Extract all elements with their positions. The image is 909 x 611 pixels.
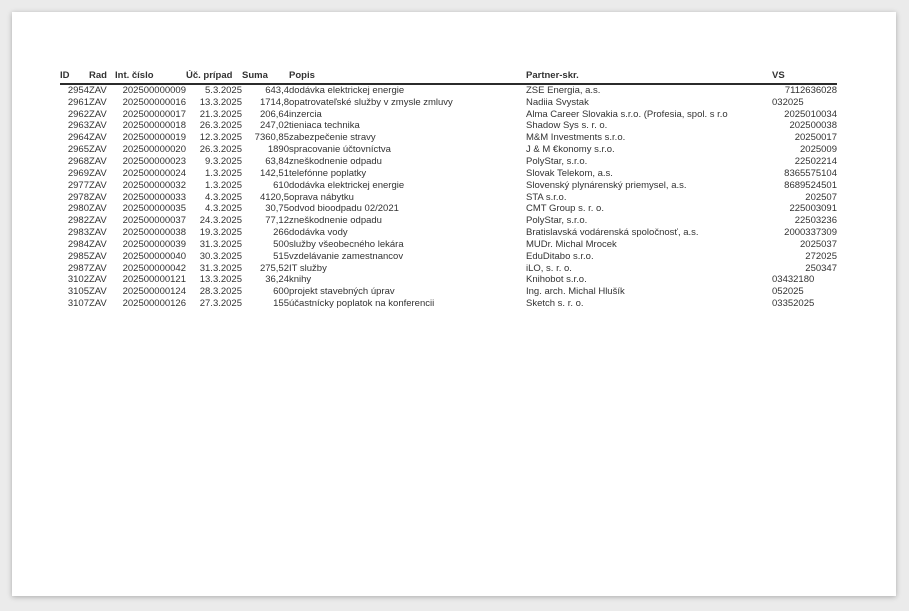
cell-popis: účastnícky poplatok na konferencii [289, 298, 435, 310]
column-header-id: ID [60, 70, 89, 84]
table-row [60, 203, 837, 215]
cell-vs: 7112636028 [784, 84, 837, 96]
cell-suma: 142,51 [259, 167, 289, 179]
cell-id: 2980 [67, 203, 89, 215]
cell-partner: MUDr. Michal Mrocek [526, 238, 617, 250]
table-row [60, 263, 837, 275]
cell-vs: 2025009 [800, 144, 837, 156]
cell-popis: vzdelávanie zamestnancov [289, 250, 404, 262]
cell-vs: 202507 [805, 191, 837, 203]
cell-rad: ZAV [89, 84, 107, 96]
cell-popis: knihy [289, 274, 312, 286]
cell-vs: 2025010034 [784, 108, 837, 120]
cell-suma: 155 [273, 298, 289, 310]
table-body [60, 84, 837, 310]
cell-suma: 77,12 [265, 215, 289, 227]
table-row [60, 239, 837, 251]
cell-uc-pripad: 28.3.2025 [199, 286, 242, 298]
cell-vs: 052025 [772, 286, 804, 298]
cell-partner: Knihobot s.r.o. [526, 274, 587, 286]
cell-int-cislo: 202500000124 [122, 286, 186, 298]
cell-id: 2977 [67, 179, 89, 191]
cell-suma: 7360,85 [254, 132, 289, 144]
cell-partner: J & M €konomy s.r.o. [526, 144, 615, 156]
cell-uc-pripad: 31.3.2025 [199, 238, 242, 250]
cell-id: 2985 [67, 250, 89, 262]
table-row [60, 180, 837, 192]
cell-id: 2982 [67, 215, 89, 227]
cell-uc-pripad: 27.3.2025 [199, 298, 242, 310]
cell-partner: Ing. arch. Michal Hlušík [526, 286, 625, 298]
column-header-vs: VS [772, 70, 837, 84]
column-header-suma: Suma [242, 70, 289, 84]
cell-partner: PolyStar, s.r.o. [526, 155, 588, 167]
cell-suma: 63,84 [265, 155, 289, 167]
table-row [60, 251, 837, 263]
table-header-row [60, 70, 837, 84]
cell-rad: ZAV [89, 227, 107, 239]
cell-id: 2983 [67, 227, 89, 239]
cell-popis: inzercia [289, 108, 322, 120]
cell-suma: 643,4 [265, 84, 289, 96]
cell-uc-pripad: 13.3.2025 [199, 274, 242, 286]
cell-id: 2954 [67, 84, 89, 96]
table-row [60, 298, 837, 310]
cell-id: 3105 [67, 286, 89, 298]
cell-vs: 250347 [805, 262, 837, 274]
cell-uc-pripad: 26.3.2025 [199, 120, 242, 132]
cell-partner: Shadow Sys s. r. o. [526, 120, 608, 132]
cell-rad: ZAV [89, 144, 107, 156]
table-row [60, 227, 837, 239]
cell-vs: 272025 [805, 250, 837, 262]
cell-id: 2963 [67, 120, 89, 132]
cell-id: 2965 [67, 144, 89, 156]
cell-vs: 2000337309 [784, 227, 837, 239]
cell-id: 2978 [67, 191, 89, 203]
cell-popis: zneškodnenie odpadu [289, 155, 382, 167]
table-row [60, 144, 837, 156]
cell-int-cislo: 202500000017 [122, 108, 186, 120]
cell-id: 2964 [67, 132, 89, 144]
cell-id: 2961 [67, 96, 89, 108]
cell-popis: dodávka vody [289, 227, 348, 239]
report-page [12, 12, 896, 596]
table-row [60, 168, 837, 180]
cell-partner: Sketch s. r. o. [526, 298, 584, 310]
cell-partner: EduDitabo s.r.o. [526, 250, 594, 262]
cell-partner: ZSE Energia, a.s. [526, 84, 601, 96]
cell-suma: 206,64 [259, 108, 289, 120]
cell-partner: Nadiia Svystak [526, 96, 589, 108]
cell-popis: spracovanie účtovníctva [289, 144, 391, 156]
cell-vs: 8365575104 [784, 167, 837, 179]
cell-int-cislo: 202500000016 [122, 96, 186, 108]
cell-rad: ZAV [89, 203, 107, 215]
table-row [60, 192, 837, 204]
cell-id: 2968 [67, 155, 89, 167]
cell-int-cislo: 202500000032 [122, 179, 186, 191]
cell-uc-pripad: 24.3.2025 [199, 215, 242, 227]
cell-rad: ZAV [89, 167, 107, 179]
cell-id: 2987 [67, 262, 89, 274]
cell-int-cislo: 202500000020 [122, 144, 186, 156]
cell-popis: oprava nábytku [289, 191, 354, 203]
cell-suma: 1714,8 [259, 96, 289, 108]
cell-suma: 30,75 [265, 203, 289, 215]
cell-rad: ZAV [89, 108, 107, 120]
cell-popis: odvod bioodpadu 02/2021 [289, 203, 399, 215]
cell-int-cislo: 202500000035 [122, 203, 186, 215]
cell-suma: 1890 [267, 144, 289, 156]
cell-partner: PolyStar, s.r.o. [526, 215, 588, 227]
cell-partner: CMT Group s. r. o. [526, 203, 604, 215]
cell-vs: 22502214 [794, 155, 837, 167]
cell-popis: telefónne poplatky [289, 167, 367, 179]
cell-rad: ZAV [89, 250, 107, 262]
column-header-int-cislo: Int. číslo [115, 70, 186, 84]
cell-vs: 03352025 [772, 298, 815, 310]
cell-uc-pripad: 4.3.2025 [205, 203, 242, 215]
cell-rad: ZAV [89, 298, 107, 310]
invoice-table [60, 70, 837, 310]
table-row [60, 132, 837, 144]
cell-uc-pripad: 30.3.2025 [199, 250, 242, 262]
cell-uc-pripad: 21.3.2025 [199, 108, 242, 120]
cell-int-cislo: 202500000042 [122, 262, 186, 274]
cell-suma: 500 [273, 238, 289, 250]
cell-popis: dodávka elektrickej energie [289, 179, 405, 191]
cell-uc-pripad: 5.3.2025 [205, 84, 242, 96]
cell-vs: 22503236 [794, 215, 837, 227]
cell-partner: M&M Investments s.r.o. [526, 132, 626, 144]
cell-rad: ZAV [89, 215, 107, 227]
cell-id: 2962 [67, 108, 89, 120]
cell-popis: zabezpečenie stravy [289, 132, 376, 144]
cell-suma: 600 [273, 286, 289, 298]
table-row [60, 274, 837, 286]
cell-int-cislo: 202500000040 [122, 250, 186, 262]
cell-int-cislo: 202500000033 [122, 191, 186, 203]
cell-rad: ZAV [89, 191, 107, 203]
cell-partner: STA s.r.o. [526, 191, 567, 203]
cell-popis: tieniaca technika [289, 120, 360, 132]
cell-rad: ZAV [89, 132, 107, 144]
column-header-rad: Rad [89, 70, 115, 84]
table-row [60, 120, 837, 132]
cell-popis: IT služby [289, 262, 327, 274]
cell-suma: 247,02 [259, 120, 289, 132]
cell-suma: 36,24 [265, 274, 289, 286]
table-row [60, 215, 837, 227]
table-row [60, 97, 837, 109]
cell-rad: ZAV [89, 238, 107, 250]
cell-partner: Bratislavská vodárenská spoločnosť, a.s. [526, 227, 699, 239]
column-header-partner-skr: Partner-skr. [526, 70, 772, 84]
cell-suma: 266 [273, 227, 289, 239]
cell-int-cislo: 202500000023 [122, 155, 186, 167]
cell-id: 2969 [67, 167, 89, 179]
cell-uc-pripad: 1.3.2025 [205, 179, 242, 191]
cell-partner: Slovak Telekom, a.s. [526, 167, 613, 179]
cell-rad: ZAV [89, 120, 107, 132]
cell-int-cislo: 202500000126 [122, 298, 186, 310]
cell-int-cislo: 202500000121 [122, 274, 186, 286]
cell-uc-pripad: 19.3.2025 [199, 227, 242, 239]
cell-suma: 4120,5 [259, 191, 289, 203]
cell-popis: projekt stavebných úprav [289, 286, 395, 298]
cell-id: 3102 [67, 274, 89, 286]
cell-suma: 515 [273, 250, 289, 262]
cell-suma: 275,52 [259, 262, 289, 274]
cell-partner: Alma Career Slovakia s.r.o. (Profesia, spol. s r.o [526, 108, 728, 120]
cell-popis: zneškodnenie odpadu [289, 215, 382, 227]
cell-uc-pripad: 26.3.2025 [199, 144, 242, 156]
cell-vs: 225003091 [789, 203, 837, 215]
cell-uc-pripad: 12.3.2025 [199, 132, 242, 144]
cell-rad: ZAV [89, 179, 107, 191]
cell-uc-pripad: 1.3.2025 [205, 167, 242, 179]
cell-vs: 2025037 [800, 238, 837, 250]
cell-uc-pripad: 31.3.2025 [199, 262, 242, 274]
table-row [60, 84, 837, 97]
cell-partner: Slovenský plynárenský priemysel, a.s. [526, 179, 687, 191]
cell-suma: 610 [273, 179, 289, 191]
cell-int-cislo: 202500000019 [122, 132, 186, 144]
cell-int-cislo: 202500000009 [122, 84, 186, 96]
cell-uc-pripad: 13.3.2025 [199, 96, 242, 108]
cell-uc-pripad: 4.3.2025 [205, 191, 242, 203]
cell-partner: iLO, s. r. o. [526, 262, 572, 274]
table-row [60, 156, 837, 168]
cell-id: 2984 [67, 238, 89, 250]
cell-popis: služby všeobecného lekára [289, 238, 404, 250]
column-header-popis: Popis [289, 70, 526, 84]
cell-int-cislo: 202500000039 [122, 238, 186, 250]
cell-rad: ZAV [89, 155, 107, 167]
cell-vs: 03432180 [772, 274, 815, 286]
cell-vs: 032025 [772, 96, 804, 108]
cell-rad: ZAV [89, 274, 107, 286]
cell-vs: 8689524501 [784, 179, 837, 191]
cell-uc-pripad: 9.3.2025 [205, 155, 242, 167]
cell-popis: dodávka elektrickej energie [289, 84, 405, 96]
table-row [60, 109, 837, 121]
cell-rad: ZAV [89, 96, 107, 108]
cell-vs: 202500038 [789, 120, 837, 132]
cell-rad: ZAV [89, 286, 107, 298]
cell-int-cislo: 202500000018 [122, 120, 186, 132]
cell-vs: 20250017 [794, 132, 837, 144]
cell-int-cislo: 202500000038 [122, 227, 186, 239]
cell-rad: ZAV [89, 262, 107, 274]
table-row [60, 286, 837, 298]
cell-id: 3107 [67, 298, 89, 310]
column-header-uc-pripad: Úč. prípad [186, 70, 242, 84]
cell-popis: opatrovateľské služby v zmysle zmluvy [289, 96, 453, 108]
cell-int-cislo: 202500000037 [122, 215, 186, 227]
cell-int-cislo: 202500000024 [122, 167, 186, 179]
